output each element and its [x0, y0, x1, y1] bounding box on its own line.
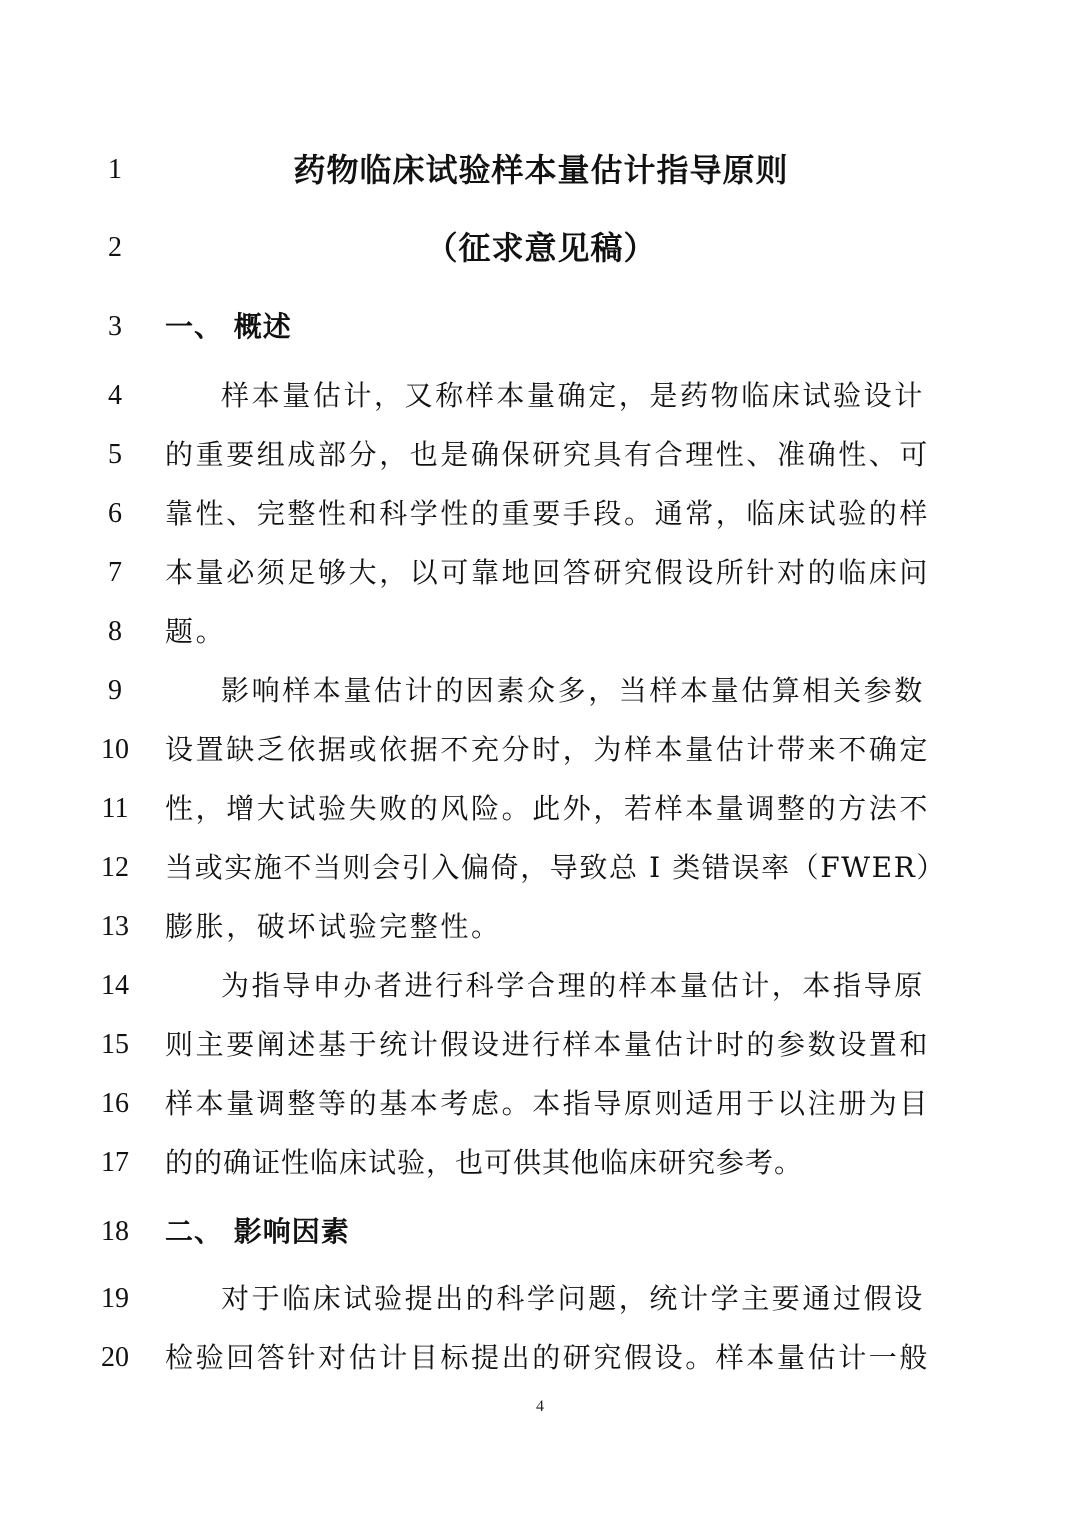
- line-number: 8: [108, 616, 122, 647]
- line-number: 10: [101, 734, 129, 765]
- line-12: [0, 838, 1080, 898]
- line-2: [0, 218, 1080, 278]
- line-number: 18: [101, 1216, 129, 1247]
- line-16: [0, 1074, 1080, 1134]
- line-1: [0, 140, 1080, 200]
- paragraph-line: 样本量估计，又称样本量确定，是药物临床试验设计: [221, 379, 925, 412]
- paragraph-line: 膨胀，破坏试验完整性。: [165, 910, 502, 943]
- paragraph-line: 的重要组成部分，也是确保研究具有合理性、准确性、可: [165, 438, 931, 471]
- line-number: 7: [108, 557, 122, 588]
- line-number: 5: [108, 439, 122, 470]
- paragraph-line: 检验回答针对估计目标提出的研究假设。样本量估计一般: [165, 1341, 931, 1374]
- line-number: 12: [101, 852, 129, 883]
- line-14: [0, 956, 1080, 1016]
- line-8: [0, 602, 1080, 662]
- line-6: [0, 484, 1080, 544]
- line-number: 1: [108, 154, 122, 185]
- line-number: 9: [108, 675, 122, 706]
- paragraph-line: 靠性、完整性和科学性的重要手段。通常，临床试验的样: [165, 497, 931, 530]
- line-number: 19: [101, 1283, 129, 1314]
- line-number: 17: [101, 1147, 129, 1178]
- line-18: [0, 1202, 1080, 1262]
- paragraph-line: 影响样本量估计的因素众多，当样本量估算相关参数: [221, 674, 925, 707]
- line-number: 13: [101, 911, 129, 942]
- section-heading: 二、 影响因素: [165, 1215, 350, 1248]
- paragraph-line: 对于临床试验提出的科学问题，统计学主要通过假设: [221, 1282, 925, 1315]
- paragraph-line: 则主要阐述基于统计假设进行样本量估计时的参数设置和: [165, 1028, 931, 1061]
- line-15: [0, 1015, 1080, 1075]
- line-9: [0, 661, 1080, 721]
- line-10: [0, 720, 1080, 780]
- line-19: [0, 1269, 1080, 1329]
- paragraph-line: 题。: [165, 615, 227, 648]
- paragraph-line: 为指导申办者进行科学合理的样本量估计，本指导原: [221, 969, 925, 1002]
- paragraph-line: 样本量调整等的基本考虑。本指导原则适用于以注册为目: [165, 1087, 931, 1120]
- document-subtitle: （征求意见稿）: [425, 229, 657, 267]
- line-number: 2: [108, 232, 122, 263]
- line-number: 20: [101, 1342, 129, 1373]
- line-number: 4: [108, 380, 122, 411]
- line-17: [0, 1133, 1080, 1193]
- section-heading: 一、 概述: [165, 310, 292, 343]
- line-20: [0, 1328, 1080, 1388]
- document-title: 药物临床试验样本量估计指导原则: [293, 151, 789, 189]
- line-number: 3: [108, 311, 122, 342]
- paragraph-line: 当或实施不当则会引入偏倚，导致总 I 类错误率（FWER）: [165, 851, 946, 884]
- line-number: 6: [108, 498, 122, 529]
- line-number: 14: [101, 970, 129, 1001]
- paragraph-line: 性，增大试验失败的风险。此外，若样本量调整的方法不: [165, 792, 931, 825]
- line-number: 16: [101, 1088, 129, 1119]
- line-13: [0, 897, 1080, 957]
- paragraph-line: 的的确证性临床试验，也可供其他临床研究参考。: [165, 1146, 804, 1179]
- paragraph-line: 设置缺乏依据或依据不充分时，为样本量估计带来不确定: [165, 733, 931, 766]
- line-7: [0, 543, 1080, 603]
- line-3: [0, 297, 1080, 357]
- line-11: [0, 779, 1080, 839]
- paragraph-line: 本量必须足够大，以可靠地回答研究假设所针对的临床问: [165, 556, 931, 589]
- line-5: [0, 425, 1080, 485]
- page-number: 4: [536, 1398, 544, 1415]
- line-4: [0, 366, 1080, 426]
- line-number: 15: [101, 1029, 129, 1060]
- line-number: 11: [101, 793, 129, 824]
